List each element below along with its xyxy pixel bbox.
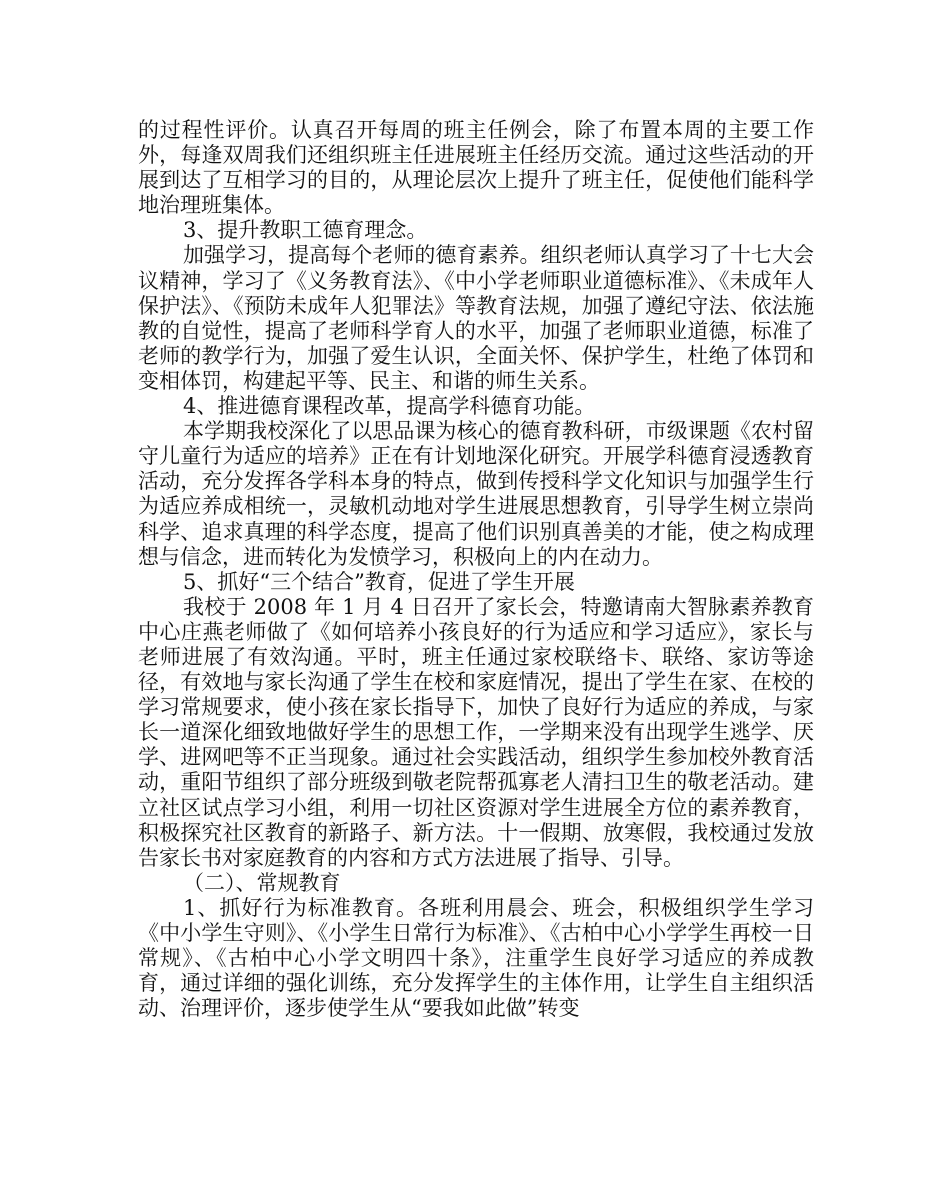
- paragraph-continuation: 的过程性评价。认真召开每周的班主任例会，除了布置本周的主要工作外，每逢双周我们还组织班主任进展班主任经历交流。通过这些活动的开展到达了互相学习的目的，从理论层次上提升了班主任，促使他们能科学地治理班集体。: [138, 118, 814, 218]
- section-heading-routine-education: （二）、常规教育: [183, 870, 341, 895]
- section-heading-4: 4、推进德育课程改革，提高学科德育功能。: [183, 394, 596, 419]
- paragraph-parent-meeting: 我校于 2008 年 1 月 4 日召开了家长会，特邀请南大智脉素养教育中心庄燕老师做了《如何培养小孩良好的行为适应和学习适应》，家长与老师进展了有效沟通。平时，班主任通过家校联络卡、联络、家访等途径，有效地与家长沟通了学生在校和家庭情况，提出了学生在家、在校的学习常规要求，使小孩在家长指导下，加快了良好行为适应的养成，与家长一道深化细致地做好学生的思想工作，一学期来没有出现学生逃学、厌学、进网吧等不正当现象。通过社会实践活动，组织学生参加校外教育活动，重阳节组织了部分班级到敬老院帮孤寡老人清扫卫生的敬老活动。建立社区试点学习小组，利用一切社区资源对学生进展全方位的素养教育，积极探究社区教育的新路子、新方法。十一假期、放寒假，我校通过发放告家长书对家庭教育的内容和方式方法进展了指导、引导。: [138, 594, 814, 870]
- paragraph-curriculum-reform: 本学期我校深化了以思品课为核心的德育教科研，市级课题《农村留守儿童行为适应的培养》正在有计划地深化研究。开展学科德育浸透教育活动，充分发挥各学科本身的特点，做到传授科学文化知识与加强学生行为适应养成相统一，灵敏机动地对学生进展思想教育，引导学生树立崇尚科学、追求真理的科学态度，提高了他们识别真善美的才能，使之构成理想与信念，进而转化为发愤学习，积极向上的内在动力。: [138, 419, 814, 569]
- section-heading-5: 5、抓好“三个结合”教育，促进了学生开展: [183, 569, 575, 594]
- paragraph-moral-training: 加强学习，提高每个老师的德育素养。组织老师认真学习了十七大会议精神，学习了《义务教育法》、《中小学老师职业道德标准》、《未成年人保护法》、《预防未成年人犯罪法》等教育法规，加强了遵纪守法、依法施教的自觉性，提高了老师科学育人的水平，加强了老师职业道德，标准了老师的教学行为，加强了爱生认识，全面关怀、保护学生，杜绝了体罚和变相体罚，构建起平等、民主、和谐的师生关系。: [138, 243, 814, 393]
- paragraph-behavior-standards: 1、抓好行为标准教育。各班利用晨会、班会，积极组织学生学习《中小学生守则》、《小学生日常行为标准》、《古柏中心小学学生再校一日常规》、《古柏中心小学文明四十条》，注重学生良好学习适应的养成教育，通过详细的强化训练，充分发挥学生的主体作用，让学生自主组织活动、治理评价，逐步使学生从“要我如此做”转变: [138, 895, 814, 1021]
- section-heading-3: 3、提升教职工德育理念。: [183, 218, 428, 243]
- document-page: [138, 118, 814, 1021]
